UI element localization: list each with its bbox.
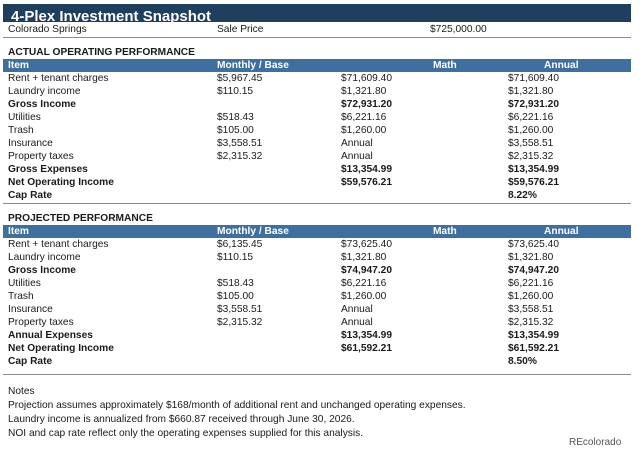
item-cell: Gross Income bbox=[8, 99, 76, 110]
divider bbox=[3, 374, 631, 375]
table-row bbox=[3, 264, 631, 277]
item-cell: Property taxes bbox=[8, 151, 74, 162]
annual-cell: $1,321.80 bbox=[508, 86, 554, 97]
math-cell: $71,609.40 bbox=[341, 73, 392, 84]
table-row bbox=[3, 137, 631, 150]
col-header-item: Item bbox=[8, 226, 29, 237]
col-header-item: Item bbox=[8, 60, 29, 71]
table-row bbox=[3, 251, 631, 264]
item-cell: Trash bbox=[8, 125, 34, 136]
annual-cell: $6,221.16 bbox=[508, 112, 554, 123]
base-cell: $518.43 bbox=[217, 112, 254, 123]
math-cell: $13,354.99 bbox=[341, 330, 392, 341]
math-cell: $1,321.80 bbox=[341, 86, 387, 97]
math-cell: Annual bbox=[341, 304, 373, 315]
math-cell: $1,260.00 bbox=[341, 125, 387, 136]
table-row bbox=[3, 150, 631, 163]
annual-cell: $2,315.32 bbox=[508, 317, 554, 328]
table-row bbox=[3, 85, 631, 98]
item-cell: Gross Expenses bbox=[8, 164, 88, 175]
col-header-base: Monthly / Base bbox=[217, 226, 289, 237]
annual-cell: $74,947.20 bbox=[508, 265, 559, 276]
annual-cell: $1,260.00 bbox=[508, 125, 554, 136]
math-cell: $73,625.40 bbox=[341, 239, 392, 250]
col-header-math: Math bbox=[433, 226, 457, 237]
title-bar bbox=[3, 4, 631, 25]
table-row bbox=[3, 238, 631, 251]
table-row bbox=[3, 355, 631, 368]
item-cell: Insurance bbox=[8, 304, 53, 315]
col-header-math: Math bbox=[433, 60, 457, 71]
base-cell: $2,315.32 bbox=[217, 151, 263, 162]
header-info-row bbox=[3, 23, 631, 36]
item-cell: Trash bbox=[8, 291, 34, 302]
annual-cell: $72,931.20 bbox=[508, 99, 559, 110]
item-cell: Cap Rate bbox=[8, 356, 53, 367]
divider bbox=[3, 37, 631, 38]
base-cell: $2,315.32 bbox=[217, 317, 263, 328]
math-cell: $1,321.80 bbox=[341, 252, 387, 263]
annual-cell: $3,558.51 bbox=[508, 138, 554, 149]
table-row bbox=[3, 124, 631, 137]
table-row bbox=[3, 342, 631, 355]
sale-price-label: Sale Price bbox=[217, 24, 264, 35]
base-cell: $5,967.45 bbox=[217, 73, 263, 84]
projected-section-title: PROJECTED PERFORMANCE bbox=[8, 213, 153, 224]
table-row bbox=[3, 72, 631, 85]
item-cell: Insurance bbox=[8, 138, 53, 149]
annual-cell: $59,576.21 bbox=[508, 177, 559, 188]
math-cell: $61,592.21 bbox=[341, 343, 392, 354]
base-cell: $105.00 bbox=[217, 125, 254, 136]
item-cell: Rent + tenant charges bbox=[8, 73, 109, 84]
annual-cell: $1,321.80 bbox=[508, 252, 554, 263]
notes-line: Projection assumes approximately $168/month of additional rent and unchanged operating expenses. bbox=[8, 400, 466, 411]
math-cell: $72,931.20 bbox=[341, 99, 392, 110]
math-cell: $59,576.21 bbox=[341, 177, 392, 188]
table-row bbox=[3, 189, 631, 202]
item-cell: Net Operating Income bbox=[8, 343, 114, 354]
base-cell: $518.43 bbox=[217, 278, 254, 289]
actual-section-title: ACTUAL OPERATING PERFORMANCE bbox=[8, 47, 195, 58]
annual-cell: $6,221.16 bbox=[508, 278, 554, 289]
location-text: Colorado Springs bbox=[8, 24, 87, 35]
item-cell: Gross Income bbox=[8, 265, 76, 276]
annual-cell: $3,558.51 bbox=[508, 304, 554, 315]
table-row bbox=[3, 163, 631, 176]
item-cell: Rent + tenant charges bbox=[8, 239, 109, 250]
annual-cell: 8.50% bbox=[508, 356, 537, 367]
math-cell: $74,947.20 bbox=[341, 265, 392, 276]
notes-line: Laundry income is annualized from $660.87 received through June 30, 2026. bbox=[8, 414, 355, 425]
math-cell: $6,221.16 bbox=[341, 112, 387, 123]
base-cell: $110.15 bbox=[217, 252, 254, 263]
math-cell: $1,260.00 bbox=[341, 291, 387, 302]
divider bbox=[3, 203, 631, 204]
notes-line: NOI and cap rate reflect only the operating expenses supplied for this analysis. bbox=[8, 428, 364, 439]
math-cell: $13,354.99 bbox=[341, 164, 392, 175]
brand-watermark: REcolorado bbox=[569, 437, 622, 448]
item-cell: Laundry income bbox=[8, 86, 81, 97]
base-cell: $105.00 bbox=[217, 291, 254, 302]
table-row bbox=[3, 329, 631, 342]
table-row bbox=[3, 290, 631, 303]
item-cell: Net Operating Income bbox=[8, 177, 114, 188]
annual-cell: $1,260.00 bbox=[508, 291, 554, 302]
notes-heading: Notes bbox=[8, 386, 35, 397]
item-cell: Utilities bbox=[8, 278, 41, 289]
table-row bbox=[3, 176, 631, 189]
annual-cell: $13,354.99 bbox=[508, 330, 559, 341]
annual-cell: 8.22% bbox=[508, 190, 537, 201]
col-header-annual: Annual bbox=[544, 226, 579, 237]
item-cell: Laundry income bbox=[8, 252, 81, 263]
sale-price-value: $725,000.00 bbox=[430, 24, 487, 35]
annual-cell: $13,354.99 bbox=[508, 164, 559, 175]
annual-cell: $2,315.32 bbox=[508, 151, 554, 162]
base-cell: $110.15 bbox=[217, 86, 254, 97]
base-cell: $6,135.45 bbox=[217, 239, 263, 250]
annual-cell: $61,592.21 bbox=[508, 343, 559, 354]
table-row bbox=[3, 111, 631, 124]
annual-cell: $71,609.40 bbox=[508, 73, 559, 84]
item-cell: Property taxes bbox=[8, 317, 74, 328]
base-cell: $3,558.51 bbox=[217, 138, 263, 149]
math-cell: Annual bbox=[341, 317, 373, 328]
col-header-annual: Annual bbox=[544, 60, 579, 71]
table-row bbox=[3, 277, 631, 290]
table-row bbox=[3, 316, 631, 329]
table-row bbox=[3, 98, 631, 111]
math-cell: Annual bbox=[341, 151, 373, 162]
actual-table-header bbox=[3, 59, 631, 72]
col-header-base: Monthly / Base bbox=[217, 60, 289, 71]
item-cell: Utilities bbox=[8, 112, 41, 123]
base-cell: $3,558.51 bbox=[217, 304, 263, 315]
page-title: 4-Plex Investment Snapshot bbox=[11, 8, 212, 25]
item-cell: Cap Rate bbox=[8, 190, 53, 201]
math-cell: Annual bbox=[341, 138, 373, 149]
math-cell: $6,221.16 bbox=[341, 278, 387, 289]
annual-cell: $73,625.40 bbox=[508, 239, 559, 250]
table-row bbox=[3, 303, 631, 316]
projected-table-header bbox=[3, 225, 631, 238]
item-cell: Annual Expenses bbox=[8, 330, 93, 341]
